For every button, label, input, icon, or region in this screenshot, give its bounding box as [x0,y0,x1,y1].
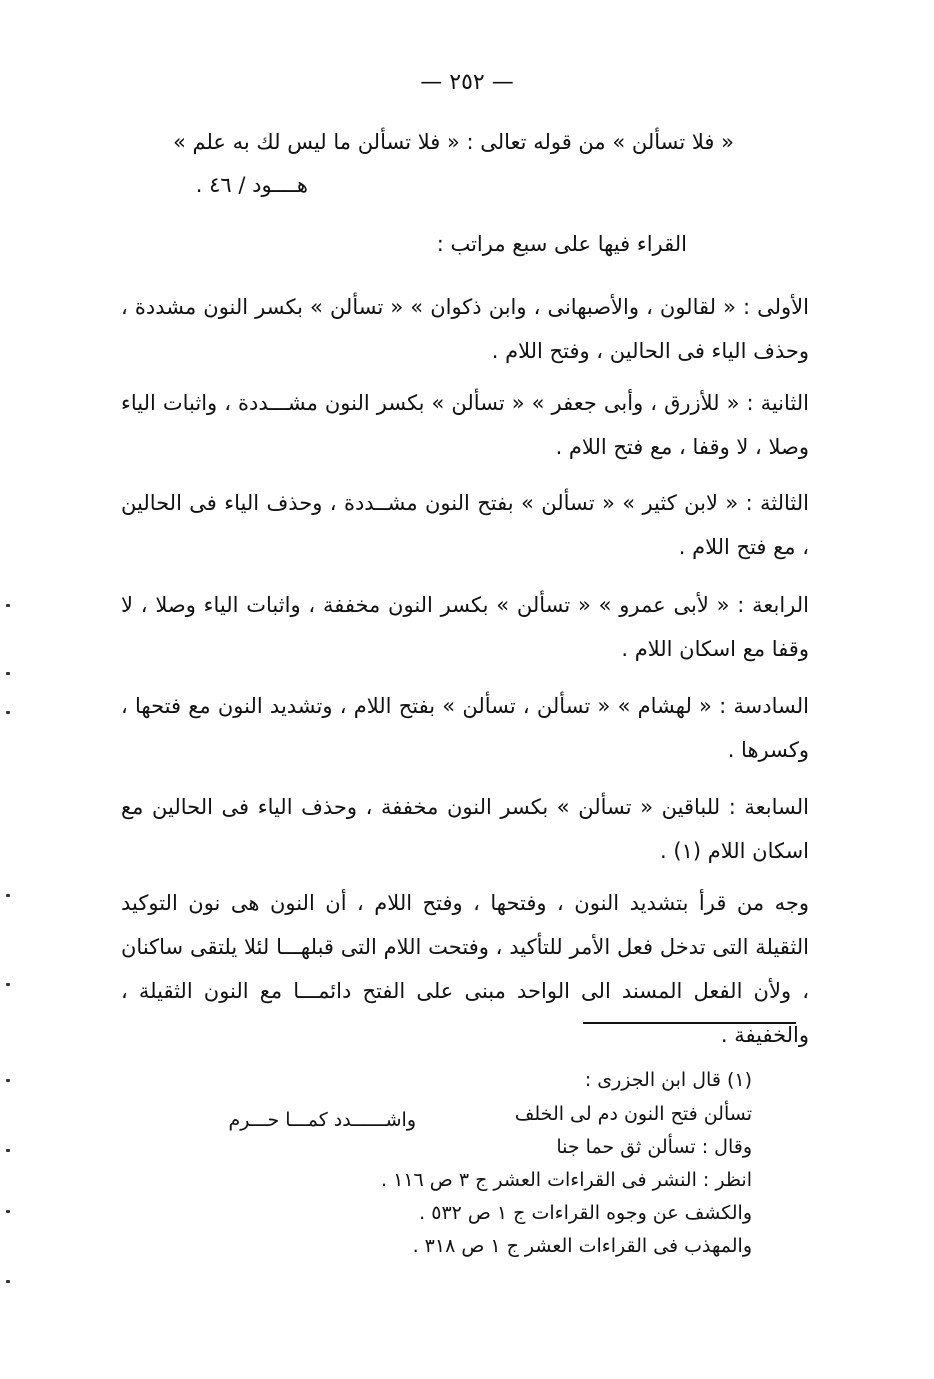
rank-paragraph-3: الثالثة : « لابن كثير » « تسألن » بفتح النون مشــددة ، وحذف الياء فى الحالين ، مع فتح اللام . [121,491,809,559]
footnote-separator [583,1022,796,1024]
scan-margin-mark [6,711,10,714]
explanation-paragraph: وجه من قرأ بتشديد النون ، وفتحها ، وفتح اللام ، أن النون هى نون التوكيد الثقيلة التى تدخل فعل الأمر للتأكيد ، وفتحت اللام التى قبلهـــا لئلا يلتقى ساكنان ، ولأن الفعل المسند الى الواحد مبنى على الفتح دائمـــا مع النون الثقيلة ، والخفيفة . [121,891,809,1047]
header-quote-reference: هــــود / ٤٦ . [195,173,308,197]
scan-margin-mark [6,1079,10,1082]
page-number: — ٢٥٢ — [420,70,514,95]
footnote-line-3: وقال : تسألن ثق حما جنا [556,1136,752,1158]
footnote-verse-second-hemistich: واشــــــدد كمـــا حـــرم [228,1109,416,1131]
intro-heading: القراء فيها على سبع مراتب : [436,232,687,256]
rank-paragraph-4: الرابعة : « لأبى عمرو » « تسألن » بكسر النون مخففة ، واثبات الياء وصلا ، لا وقفا مع اسكان اللام . [121,593,809,661]
scan-margin-mark [6,894,10,897]
header-quote-line-1: « فلا تسألن » من قوله تعالى : « فلا تسألن ما ليس لك به علم » [172,130,734,154]
scan-margin-mark [6,1280,10,1283]
scan-margin-mark [6,604,10,607]
rank-paragraph-2: الثانية : « للأزرق ، وأبى جعفر » « تسألن » بكسر النون مشـــددة ، واثبات الياء وصلا ، لا وقفا ، مع فتح اللام . [121,391,809,459]
footnote-reference-3: والمهذب فى القراءات العشر ج ١ ص ٣١٨ . [412,1235,752,1257]
rank-paragraph-6: السادسة : « لهشام » « تسألن ، تسألن » بفتح اللام ، وتشديد النون مع فتحها ، وكسرها . [121,694,809,762]
footnote-verse-first-hemistich: تسألن فتح النون دم لى الخلف [514,1103,752,1125]
rank-paragraph-7: السابعة : للباقين « تسألن » بكسر النون مخففة ، وحذف الياء فى الحالين مع اسكان اللام (١) . [121,795,809,863]
scan-margin-mark [6,983,10,986]
footnote-reference-1: انظر : النشر فى القراءات العشر ج ٣ ص ١١٦ . [381,1169,752,1191]
rank-paragraph-1: الأولى : « لقالون ، والأصبهانى ، وابن ذكوان » « تسألن » بكسر النون مشددة ، وحذف الياء فى الحالين ، وفتح اللام . [121,295,809,363]
scan-margin-mark [6,1210,10,1213]
scan-margin-mark [6,672,10,675]
footnote-line-1: (١) قال ابن الجزرى : [584,1069,752,1091]
footnote-reference-2: والكشف عن وجوه القراءات ج ١ ص ٥٣٢ . [419,1202,752,1224]
scan-margin-mark [6,1149,10,1152]
